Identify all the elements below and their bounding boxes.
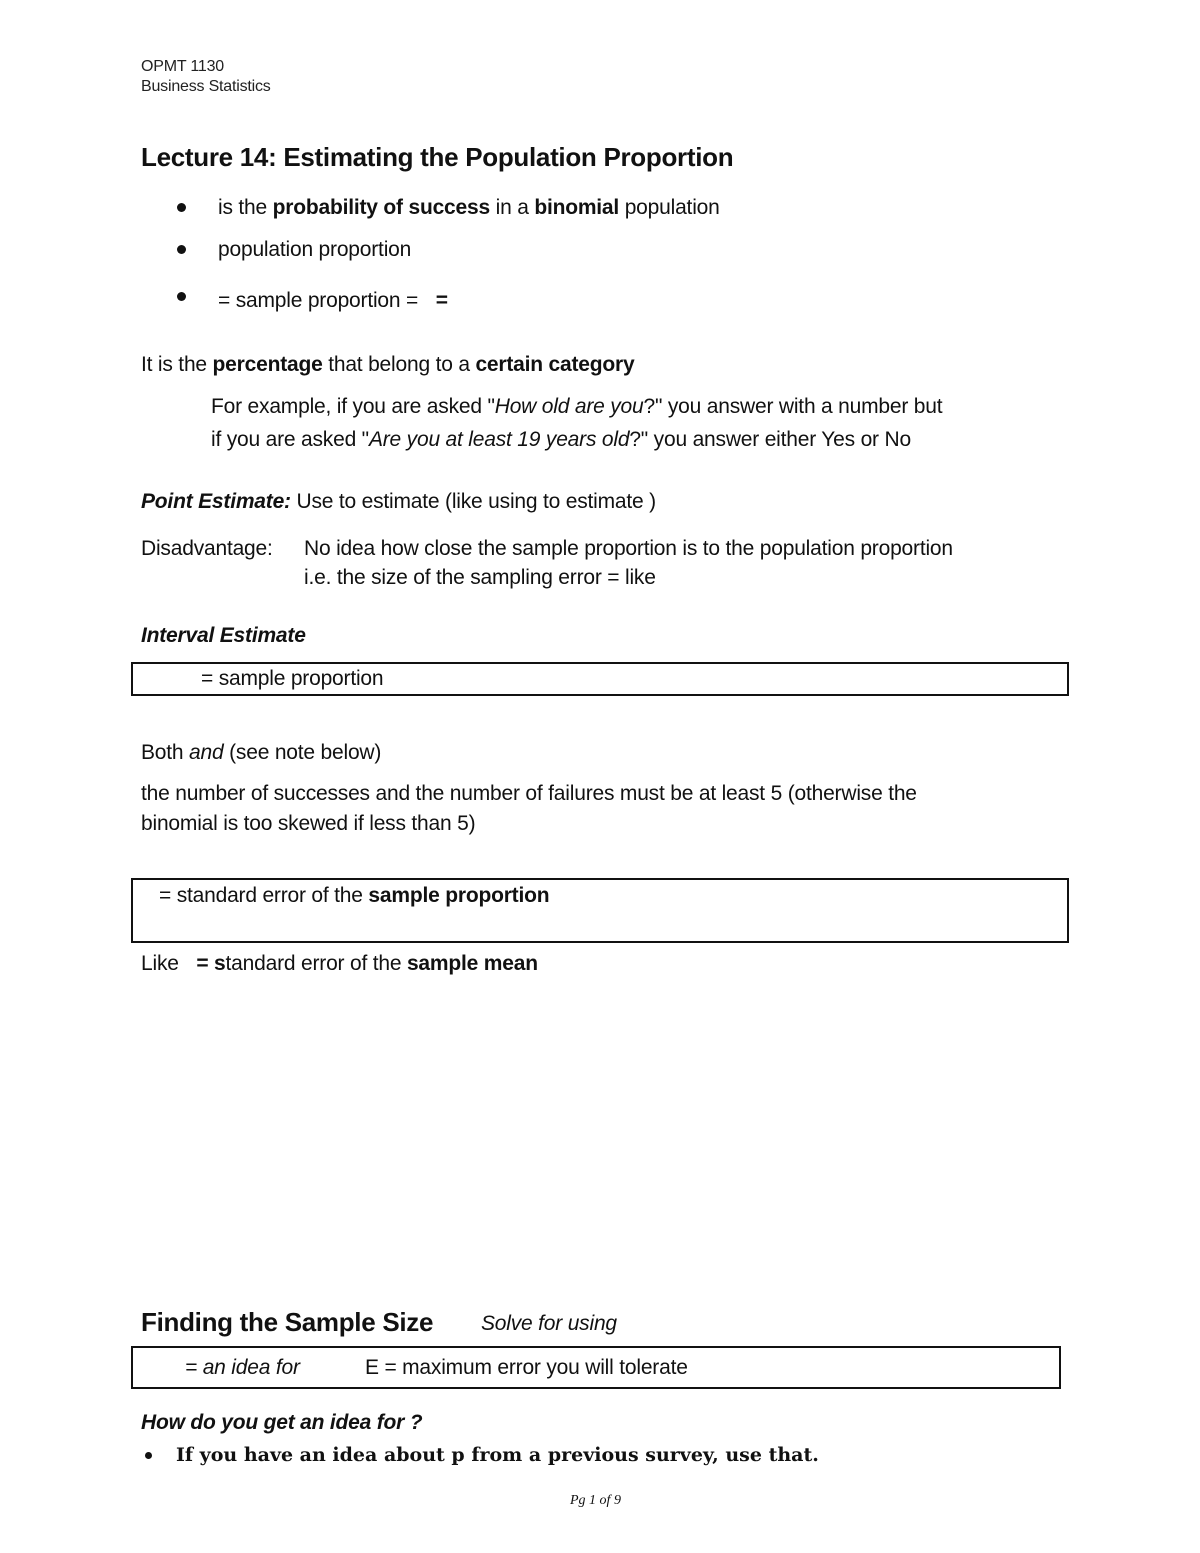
condition-line-2: binomial is too skewed if less than 5) [141,812,476,835]
disadvantage-line-1: No idea how close the sample proportion is to the population proportion [304,537,953,560]
disadvantage-line-2: i.e. the size of the sampling error = like [304,566,656,589]
disadvantage-label: Disadvantage: [141,537,273,560]
course-subject: Business Statistics [141,78,271,95]
interval-formula-box [131,662,1069,696]
sample-size-box [131,1346,1061,1389]
condition-line-1: the number of successes and the number of failures must be at least 5 (otherwise the [141,782,917,805]
interval-box-text: = sample proportion [201,667,384,690]
how-heading: How do you get an idea for ? [141,1411,423,1434]
course-code: OPMT 1130 [141,58,224,75]
point-estimate-line: Point Estimate: Use to estimate (like using to estimate ) [141,490,656,513]
bullet-dot-icon [145,1452,152,1459]
interval-heading: Interval Estimate [141,624,306,647]
bullet-dot-icon [177,203,186,212]
example-line-1: For example, if you are asked "How old are you?" you answer with a number but [211,395,943,418]
how-bullet: If you have an idea about p from a previous survey, use that. [176,1444,819,1466]
example-line-2: if you are asked "Are you at least 19 years old?" you answer either Yes or No [211,428,911,451]
bullet-probability: is the probability of success in a binomial population [218,196,720,219]
standard-error-text: = standard error of the sample proportion [159,884,550,907]
both-line: Both and (see note below) [141,741,382,764]
like-line: Like = standard error of the sample mean [141,952,538,975]
bullet-sample-proportion: = sample proportion = = [218,289,448,312]
bullet-population-proportion: population proportion [218,238,412,261]
sample-size-subheading: Solve for using [481,1312,617,1335]
bullet-dot-icon [177,292,186,301]
bullet-dot-icon [177,245,186,254]
sample-size-heading: Finding the Sample Size [141,1307,434,1337]
page-number: Pg 1 of 9 [570,1493,621,1508]
sample-size-box-idea: = an idea for [185,1356,300,1379]
category-line: It is the percentage that belong to a certain category [141,353,635,376]
sample-size-box-error: E = maximum error you will tolerate [365,1356,688,1379]
standard-error-box [131,878,1069,943]
page-title: Lecture 14: Estimating the Population Proportion [141,142,734,172]
